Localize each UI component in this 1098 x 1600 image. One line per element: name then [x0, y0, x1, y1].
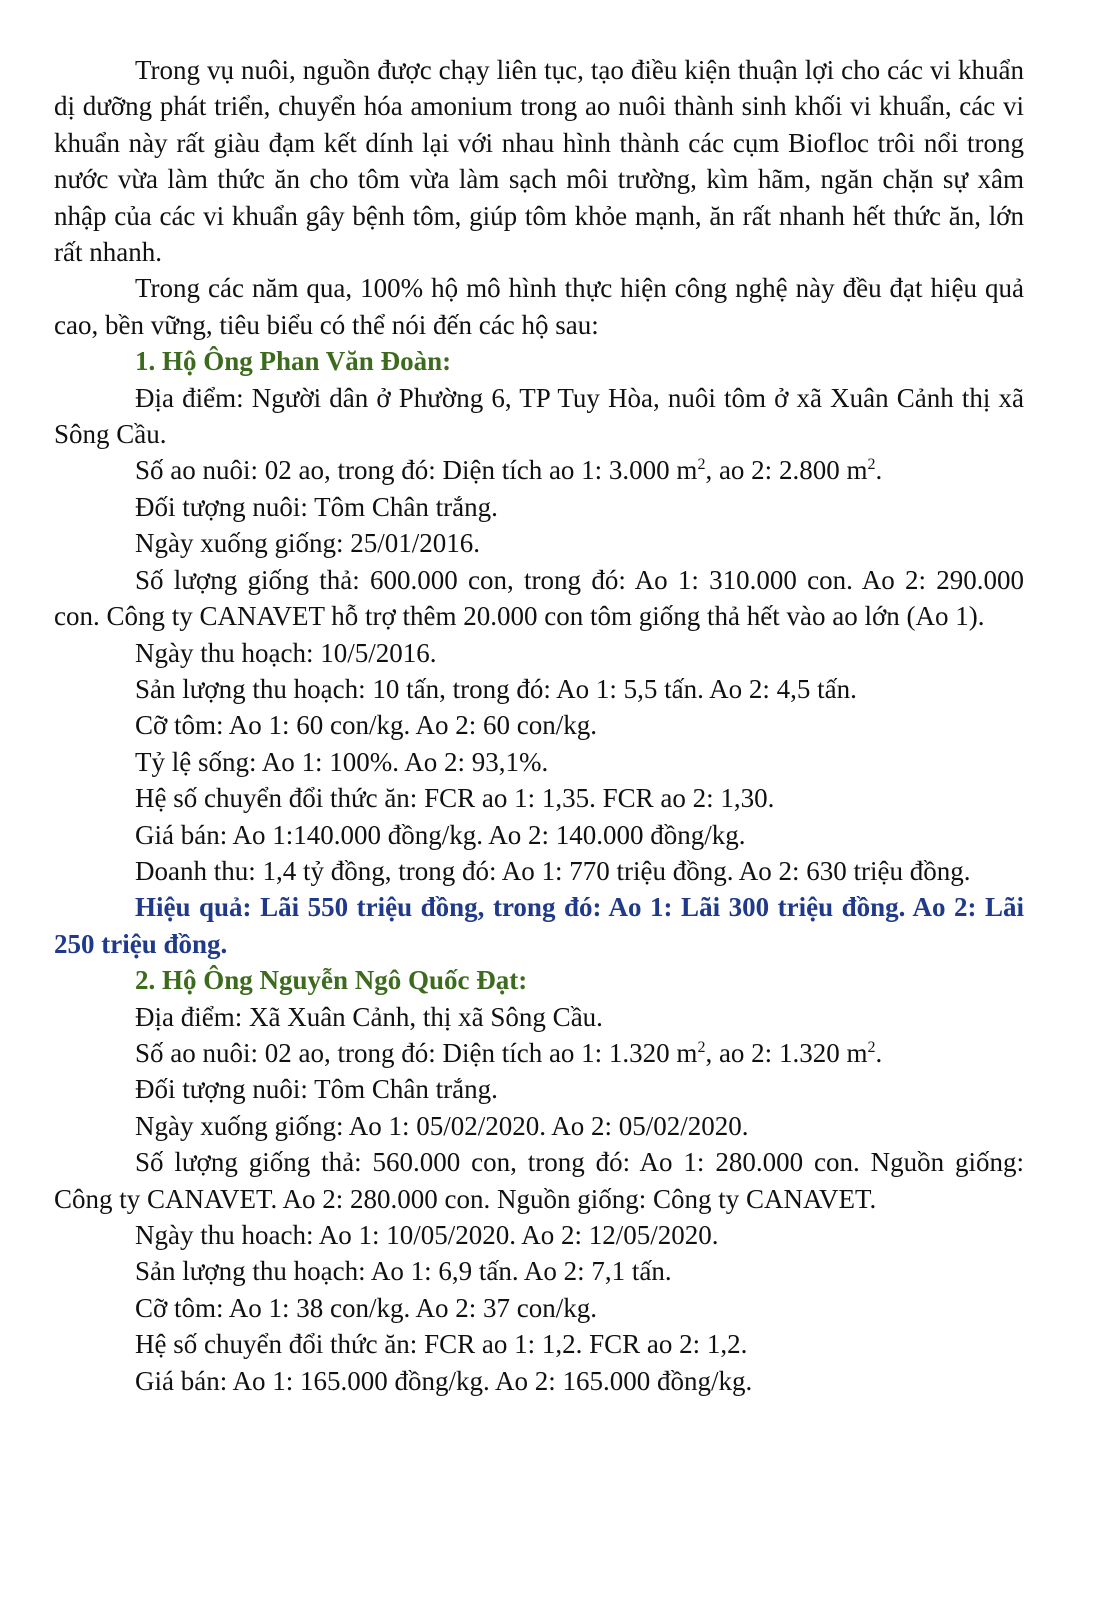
household-2-fcr: Hệ số chuyển đổi thức ăn: FCR ao 1: 1,2. FCR ao 2: 1,2. [135, 1329, 748, 1360]
household-1-species: Đối tượng nuôi: Tôm Chân trắng. [135, 491, 498, 522]
household-1-location: Địa điểm: Người dân ở Phường 6, TP Tuy Hòa, nuôi tôm ở xã Xuân Cảnh thị xã Sông Cầu. [54, 382, 1024, 450]
household-2-harvest-date: Ngày thu hoach: Ao 1: 10/05/2020. Ao 2: 12/05/2020. [135, 1220, 719, 1250]
household-1-ponds: Số ao nuôi: 02 ao, trong đó: Diện tích ao 1: 3.000 $m^2$, ao 2: 2.800 $m^2$. [135, 455, 883, 486]
household-1-heading: 1. Hộ Ông Phan Văn Đoàn: [135, 346, 452, 377]
household-1-profit: Hiệu quả: Lãi 550 triệu đồng, trong đó: Ao 1: Lãi 300 triệu đồng. Ao 2: Lãi 250 triệu đồng. [54, 892, 1024, 959]
household-1-stocking-date: Ngày xuống giống: 25/01/2016. [135, 528, 480, 559]
household-2-shrimp-size: Cỡ tôm: Ao 1: 38 con/kg. Ao 2: 37 con/kg. [135, 1292, 598, 1323]
household-2-species: Đối tượng nuôi: Tôm Chân trắng. [135, 1074, 498, 1105]
household-1-survival-rate: Tỷ lệ sống: Ao 1: 100%. Ao 2: 93,1%. [135, 746, 549, 777]
household-2-location: Địa điểm: Xã Xuân Cảnh, thị xã Sông Cầu. [135, 1001, 603, 1032]
household-1-revenue: Doanh thu: 1,4 tỷ đồng, trong đó: Ao 1: 770 triệu đồng. Ao 2: 630 triệu đồng. [135, 855, 971, 886]
intro-paragraph-2: Trong các năm qua, 100% hộ mô hình thực hiện công nghệ này đều đạt hiệu quả cao, bền vững, tiêu biểu có thể nói đến các hộ sau: [54, 273, 1024, 340]
household-1-harvest-date: Ngày thu hoạch: 10/5/2016. [135, 637, 437, 668]
household-1-fcr: Hệ số chuyển đổi thức ăn: FCR ao 1: 1,35. FCR ao 2: 1,30. [135, 783, 775, 814]
household-1-stocking-quantity: Số lượng giống thả: 600.000 con, trong đó: Ao 1: 310.000 con. Ao 2: 290.000 con. Công ty CANAVET hỗ trợ thêm 20.000 con tôm giống thả hết vào ao lớn (Ao 1). [54, 564, 1024, 632]
household-1-yield: Sản lượng thu hoạch: 10 tấn, trong đó: Ao 1: 5,5 tấn. Ao 2: 4,5 tấn. [135, 673, 857, 704]
household-2-price: Giá bán: Ao 1: 165.000 đồng/kg. Ao 2: 165.000 đồng/kg. [135, 1365, 753, 1396]
household-2-yield: Sản lượng thu hoạch: Ao 1: 6,9 tấn. Ao 2: 7,1 tấn. [135, 1256, 672, 1287]
intro-paragraph-1: Trong vụ nuôi, nguồn được chạy liên tục, tạo điều kiện thuận lợi cho các vi khuẩn dị dưỡng phát triển, chuyển hóa amonium trong ao nuôi thành sinh khối vi khuẩn, các vi khuẩn này rất giàu đạm kết dính lại với nhau hình thành các cụm Biofloc trôi nổi trong nước vừa làm thức ăn cho tôm vừa làm sạch môi trường, kìm hãm, ngăn chặn sự xâm nhập của các vi khuẩn gây bệnh tôm, giúp tôm khỏe mạnh, ăn rất nhanh hết thức ăn, lớn rất nhanh. [54, 55, 1024, 268]
household-2-stocking-date: Ngày xuống giống: Ao 1: 05/02/2020. Ao 2: 05/02/2020. [135, 1110, 749, 1141]
household-1-price: Giá bán: Ao 1:140.000 đồng/kg. Ao 2: 140.000 đồng/kg. [135, 819, 746, 850]
household-2-ponds: Số ao nuôi: 02 ao, trong đó: Diện tích ao 1: 1.320 $m^2$, ao 2: 1.320 $m^2$. [135, 1037, 883, 1068]
document-page [54, 52, 1024, 1399]
household-2-heading: 2. Hộ Ông Nguyễn Ngô Quốc Đạt: [135, 965, 528, 996]
household-1-shrimp-size: Cỡ tôm: Ao 1: 60 con/kg. Ao 2: 60 con/kg. [135, 710, 598, 741]
household-2-stocking-quantity: Số lượng giống thả: 560.000 con, trong đó: Ao 1: 280.000 con. Nguồn giống: Công ty CANAVET. Ao 2: 280.000 con. Nguồn giống: Công ty CANAVET. [54, 1147, 1024, 1214]
